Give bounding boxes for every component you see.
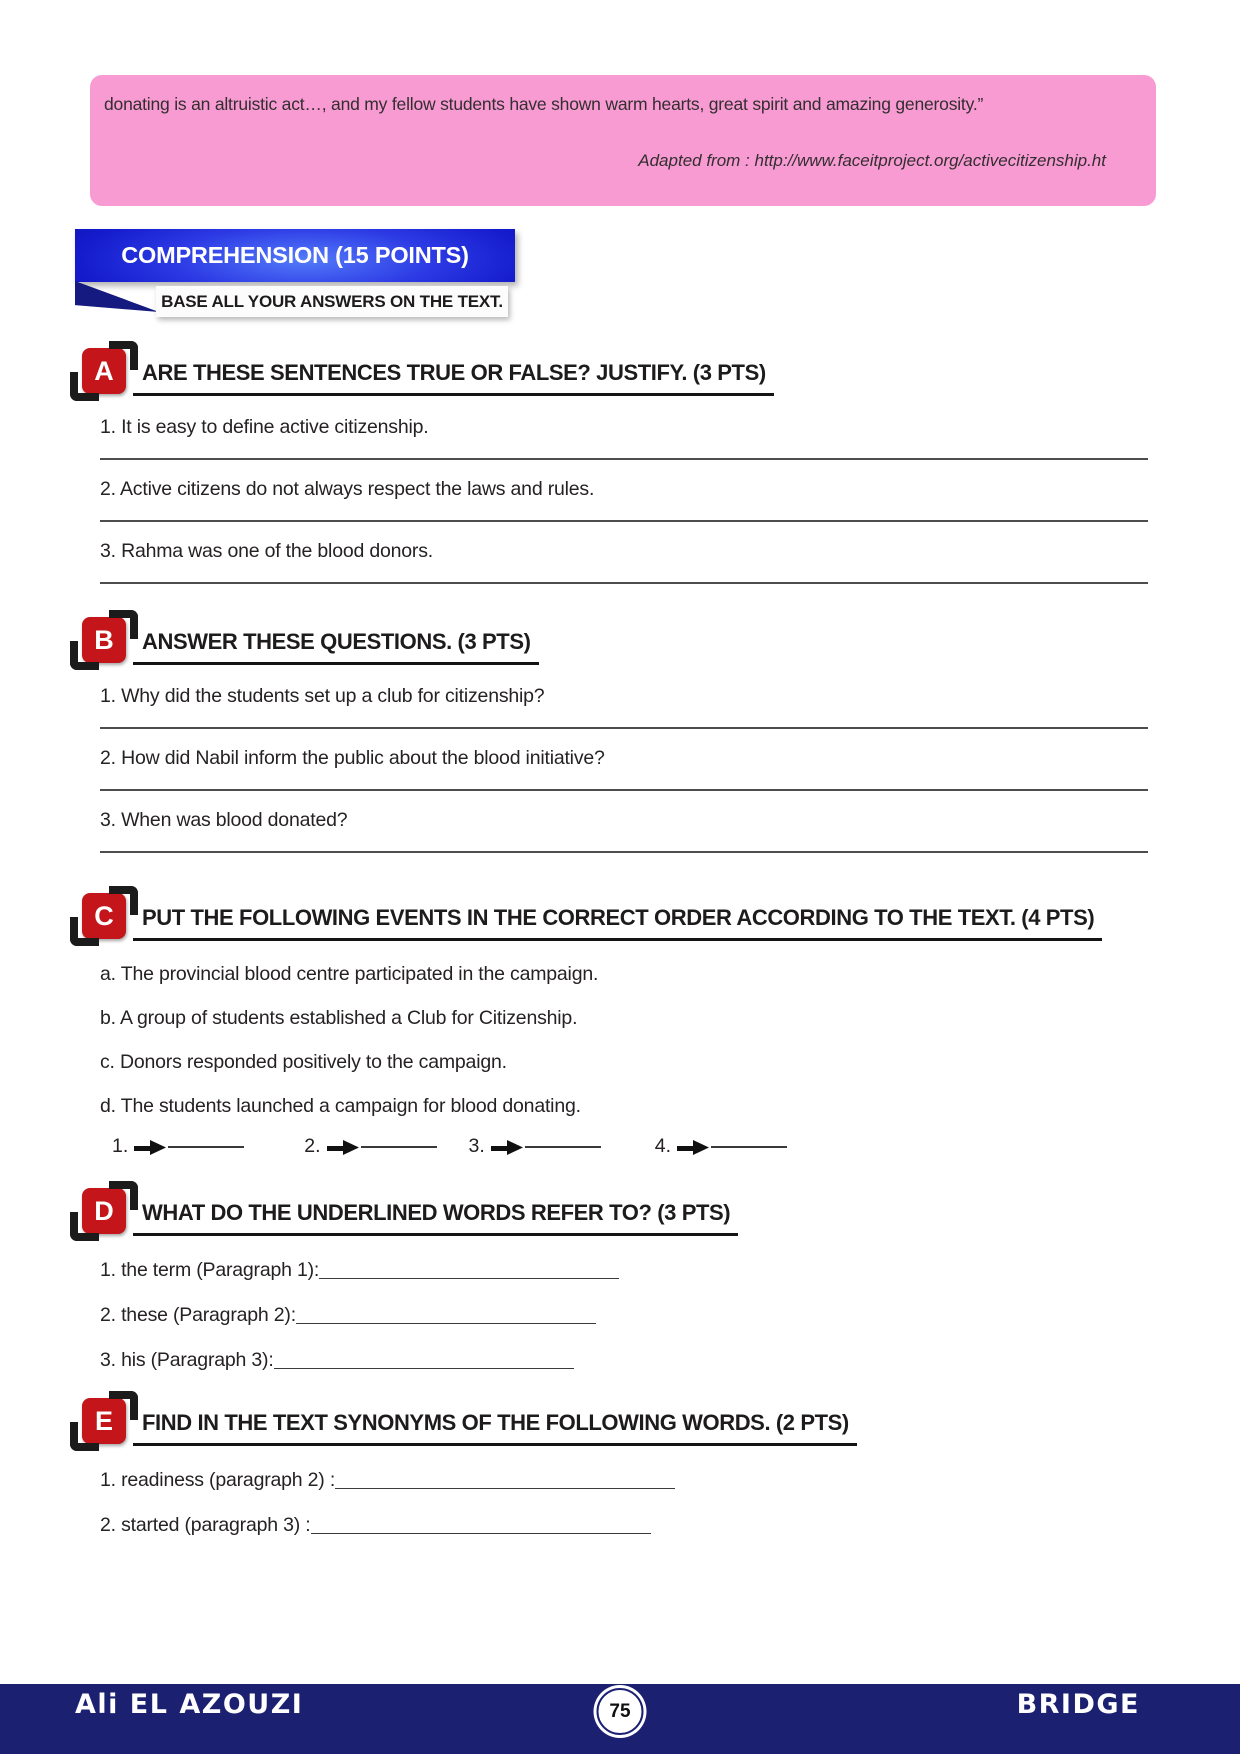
quote-text: donating is an altruistic act…, and my fellow students have shown warm hearts, great spirit and amazing generosity.” bbox=[104, 94, 984, 114]
section-b-badge: B bbox=[82, 617, 126, 663]
reference-item bbox=[100, 1302, 1156, 1328]
reference-word: 2. these (Paragraph 2): bbox=[100, 1304, 296, 1326]
section-c-header bbox=[94, 900, 1156, 943]
section-a-title: ARE THESE SENTENCES TRUE OR FALSE? JUSTIFY. (3 PTS) bbox=[133, 358, 774, 396]
answer-line[interactable] bbox=[100, 727, 1148, 729]
event-option: b. A group of students established a Club for Citizenship. bbox=[100, 1007, 578, 1029]
section-d-header bbox=[94, 1195, 1156, 1238]
right-arrow-icon bbox=[133, 1138, 167, 1156]
section-e-title: FIND IN THE TEXT SYNONYMS OF THE FOLLOWING WORDS. (2 PTS) bbox=[133, 1408, 857, 1446]
order-answer-blank[interactable] bbox=[361, 1146, 437, 1148]
quote-attribution: Adapted from : http://www.faceitproject.org/activecitizenship.ht bbox=[638, 151, 1106, 170]
banner-fold-decoration bbox=[75, 281, 159, 312]
answer-blank[interactable] bbox=[335, 1488, 675, 1489]
right-arrow-icon bbox=[326, 1138, 360, 1156]
synonym-item bbox=[100, 1512, 1156, 1538]
answer-blank[interactable] bbox=[319, 1278, 619, 1279]
page-footer bbox=[0, 1684, 1240, 1754]
right-arrow-icon bbox=[676, 1138, 710, 1156]
section-e-header bbox=[94, 1405, 1156, 1448]
answer-blank[interactable] bbox=[274, 1368, 574, 1369]
statement: 3. Rahma was one of the blood donors. bbox=[100, 540, 433, 562]
comprehension-banner-title: COMPREHENSION (15 POINTS) bbox=[121, 242, 469, 268]
order-answer-blank[interactable] bbox=[168, 1146, 244, 1148]
synonym-item bbox=[100, 1467, 1156, 1493]
synonym-word: 1. readiness (paragraph 2) : bbox=[100, 1469, 336, 1491]
reference-item bbox=[100, 1347, 1156, 1373]
footer-brand: BRIDGE bbox=[1016, 1689, 1140, 1720]
section-e bbox=[94, 1405, 1156, 1538]
order-answer-blank[interactable] bbox=[525, 1146, 601, 1148]
order-slot-number: 1. bbox=[112, 1135, 129, 1157]
order-slot bbox=[655, 1135, 787, 1158]
page-number-badge: 75 bbox=[597, 1688, 644, 1735]
section-e-badge: E bbox=[82, 1398, 126, 1444]
answer-blank[interactable] bbox=[296, 1323, 596, 1324]
reference-word: 1. the term (Paragraph 1): bbox=[100, 1259, 320, 1281]
order-slot-number: 2. bbox=[304, 1135, 321, 1157]
section-c-title: PUT THE FOLLOWING EVENTS IN THE CORRECT ORDER ACCORDING TO THE TEXT. (4 PTS) bbox=[133, 903, 1102, 941]
question: 2. How did Nabil inform the public about the blood initiative? bbox=[100, 747, 605, 769]
order-slot bbox=[304, 1135, 436, 1158]
section-c bbox=[94, 900, 1156, 1158]
order-slot bbox=[112, 1135, 244, 1158]
banner-instruction bbox=[156, 286, 508, 317]
section-a bbox=[94, 355, 1156, 584]
order-slot bbox=[469, 1135, 601, 1158]
order-answer-blank[interactable] bbox=[711, 1146, 787, 1148]
section-d bbox=[94, 1195, 1156, 1373]
section-b bbox=[94, 624, 1156, 853]
answer-line[interactable] bbox=[100, 789, 1148, 791]
order-slot-number: 4. bbox=[654, 1135, 672, 1157]
question: 3. When was blood donated? bbox=[100, 809, 348, 831]
event-option: d. The students launched a campaign for blood donating. bbox=[100, 1095, 581, 1117]
answer-line[interactable] bbox=[100, 458, 1148, 460]
reference-word: 3. his (Paragraph 3): bbox=[100, 1349, 274, 1371]
section-b-title: ANSWER THESE QUESTIONS. (3 PTS) bbox=[133, 627, 539, 665]
answer-blank[interactable] bbox=[311, 1533, 651, 1534]
section-b-header bbox=[94, 624, 1156, 667]
footer-author: Ali EL AZOUZI bbox=[75, 1689, 304, 1720]
synonym-word: 2. started (paragraph 3) : bbox=[100, 1514, 311, 1536]
quote-box bbox=[90, 75, 1156, 206]
section-a-header bbox=[94, 355, 1156, 398]
reference-item bbox=[100, 1257, 1156, 1283]
event-option: c. Donors responded positively to the campaign. bbox=[100, 1051, 507, 1073]
answer-line[interactable] bbox=[100, 520, 1148, 522]
section-d-badge: D bbox=[82, 1188, 126, 1234]
question: 1. Why did the students set up a club for citizenship? bbox=[100, 685, 545, 707]
section-c-badge: C bbox=[82, 893, 126, 939]
order-answer-row bbox=[100, 1135, 1156, 1158]
order-slot-number: 3. bbox=[468, 1135, 485, 1157]
answer-line[interactable] bbox=[100, 582, 1148, 584]
comprehension-banner bbox=[75, 229, 515, 282]
section-d-title: WHAT DO THE UNDERLINED WORDS REFER TO? (3 PTS) bbox=[133, 1198, 738, 1236]
event-option: a. The provincial blood centre participated in the campaign. bbox=[100, 963, 599, 985]
statement: 2. Active citizens do not always respect the laws and rules. bbox=[100, 478, 595, 500]
answer-line[interactable] bbox=[100, 851, 1148, 853]
right-arrow-icon bbox=[490, 1138, 524, 1156]
section-a-badge: A bbox=[82, 348, 126, 394]
statement: 1. It is easy to define active citizenship. bbox=[100, 416, 429, 438]
banner-instruction-text: BASE ALL YOUR ANSWERS ON THE TEXT. bbox=[161, 291, 503, 311]
